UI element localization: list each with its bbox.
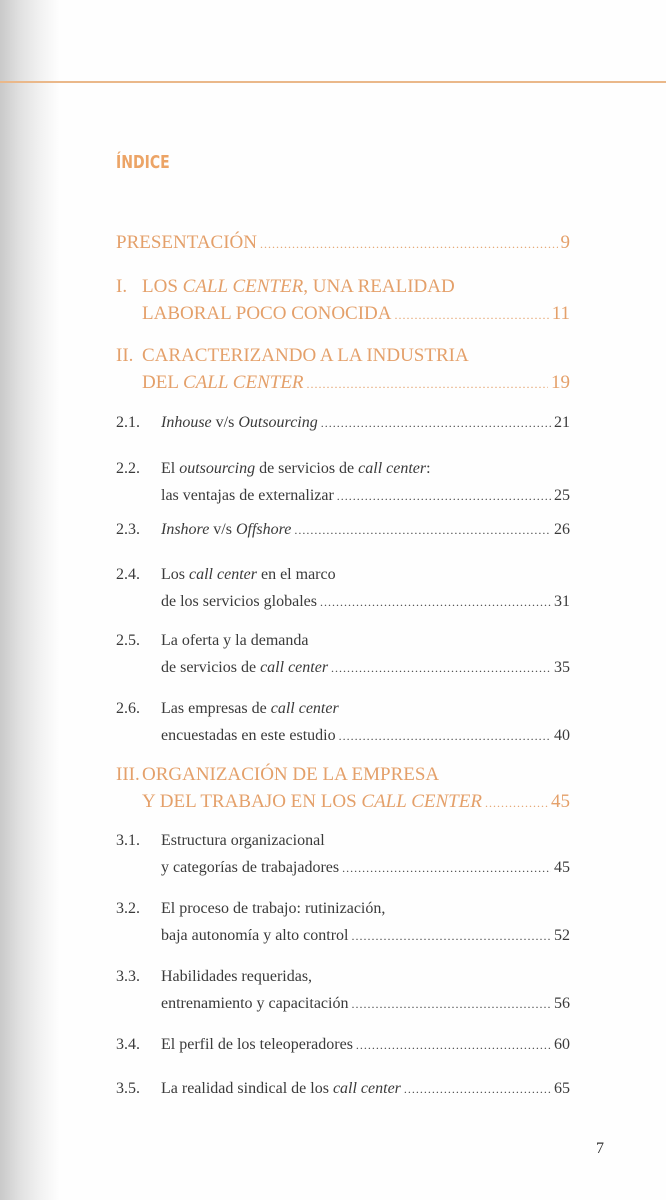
toc-entry-page: 31 [554, 593, 570, 610]
toc-entry-page: 45 [554, 859, 570, 876]
dot-leader [331, 661, 551, 676]
dot-leader [351, 997, 551, 1012]
toc-entry-number: 3.4. [116, 1036, 140, 1053]
book-spine-shadow [0, 0, 60, 1200]
toc-entry-line [116, 968, 570, 995]
toc-entry[interactable] [116, 1080, 570, 1107]
toc-entry[interactable] [116, 276, 570, 330]
toc-entry-title: El outsourcing de servicios de call center: [161, 460, 431, 477]
dot-leader [356, 1038, 551, 1053]
toc-entry-title: El proceso de trabajo: rutinización, [161, 900, 386, 917]
dot-leader [294, 523, 551, 538]
toc-entry-page: 60 [554, 1036, 570, 1053]
toc-entry-page: 40 [554, 727, 570, 744]
toc-entry-line [116, 927, 570, 954]
toc-entry-line [116, 700, 570, 727]
toc-entry[interactable] [116, 900, 570, 954]
toc-entry-page: 26 [554, 521, 570, 538]
toc-entry[interactable] [116, 345, 570, 399]
page-title: ÍNDICE [116, 152, 170, 173]
toc-entry-title: Los call center en el marco [161, 566, 336, 583]
toc-entry-line [116, 1080, 570, 1107]
toc-entry-number: 3.5. [116, 1080, 140, 1097]
toc-entry-line [116, 303, 570, 330]
toc-entry-line [116, 900, 570, 927]
toc-entry-line [116, 764, 570, 791]
toc-entry-title: LABORAL POCO CONOCIDA [142, 303, 392, 324]
toc-entry-line [116, 791, 570, 818]
toc-entry[interactable] [116, 764, 570, 818]
toc-entry-line [116, 727, 570, 754]
dot-leader [394, 308, 548, 323]
toc-entry-number: 2.2. [116, 460, 140, 477]
dot-leader [307, 377, 548, 392]
toc-entry-title: las ventajas de externalizar [161, 487, 334, 504]
toc-entry-page: 35 [554, 659, 570, 676]
toc-entry-line [116, 995, 570, 1022]
toc-entry-page: 21 [554, 414, 570, 431]
toc-entry-line [116, 632, 570, 659]
toc-entry-page: 25 [554, 487, 570, 504]
toc-entry-title: Las empresas de call center [161, 700, 339, 717]
toc-entry-number: II. [116, 345, 134, 366]
toc-entry-line [116, 1036, 570, 1063]
toc-entry-page: 45 [551, 791, 570, 812]
dot-leader [342, 861, 551, 876]
toc-entry-page: 65 [554, 1080, 570, 1097]
toc-entry[interactable] [116, 1036, 570, 1063]
toc-entry-title: La oferta y la demanda [161, 632, 309, 649]
page-number: 7 [596, 1140, 604, 1157]
toc-entry-number: 2.3. [116, 521, 140, 538]
toc-entry-number: 3.2. [116, 900, 140, 917]
toc-entry-line [116, 593, 570, 620]
toc-entry-line [116, 859, 570, 886]
toc-entry-title: LOS CALL CENTER, UNA REALIDAD [142, 276, 455, 297]
toc-entry-number: 2.6. [116, 700, 140, 717]
toc-entry-line [116, 832, 570, 859]
toc-entry-line [116, 460, 570, 487]
toc-entry-line [116, 414, 570, 441]
dot-leader [260, 237, 558, 252]
dot-leader [485, 796, 548, 811]
toc-entry-title: encuestadas en este estudio [161, 727, 336, 744]
toc-entry-line [116, 276, 570, 303]
toc-entry[interactable] [116, 460, 570, 514]
toc-entry-title: Habilidades requeridas, [161, 968, 313, 985]
toc-entry-title: y categorías de trabajadores [161, 859, 340, 876]
toc-entry[interactable] [116, 632, 570, 686]
toc-entry-number: I. [116, 276, 128, 297]
toc-entry-number: 3.1. [116, 832, 140, 849]
toc-entry[interactable] [116, 232, 570, 259]
toc-entry-line [116, 232, 570, 259]
toc-entry[interactable] [116, 832, 570, 886]
toc-entry[interactable] [116, 566, 570, 620]
toc-entry-page: 9 [560, 232, 570, 253]
toc-entry-title: de los servicios globales [161, 593, 317, 610]
toc-entry-number: 2.1. [116, 414, 140, 431]
dot-leader [339, 729, 551, 744]
toc-entry-title: CARACTERIZANDO A LA INDUSTRIA [142, 345, 469, 366]
toc-entry-line [116, 372, 570, 399]
toc-entry-title: PRESENTACIÓN [116, 232, 257, 253]
toc-entry-title: Estructura organizacional [161, 832, 325, 849]
toc-entry-title: La realidad sindical de los call center [161, 1080, 401, 1097]
toc-entry-page: 19 [551, 372, 570, 393]
dot-leader [337, 489, 551, 504]
toc-entry-page: 52 [554, 927, 570, 944]
toc-entry[interactable] [116, 414, 570, 441]
toc-entry-page: 56 [554, 995, 570, 1012]
toc-entry-line [116, 345, 570, 372]
toc-entry-title: Inshore v/s Offshore [161, 521, 292, 538]
dot-leader [404, 1082, 551, 1097]
toc-entry-title: entrenamiento y capacitación [161, 995, 349, 1012]
toc-entry-title: El perfil de los teleoperadores [161, 1036, 353, 1053]
toc-entry-number: 2.4. [116, 566, 140, 583]
toc-entry[interactable] [116, 700, 570, 754]
dot-leader [320, 595, 551, 610]
toc-entry-line [116, 659, 570, 686]
toc-entry-line [116, 566, 570, 593]
toc-entry[interactable] [116, 968, 570, 1022]
toc-entry-title: de servicios de call center [161, 659, 329, 676]
header-rule [0, 81, 666, 83]
dot-leader [321, 416, 551, 431]
toc-entry[interactable] [116, 521, 570, 548]
toc-entry-title: Inhouse v/s Outsourcing [161, 414, 318, 431]
toc-entry-page: 11 [551, 303, 570, 324]
dot-leader [352, 929, 552, 944]
toc-entry-title: Y DEL TRABAJO EN LOS CALL CENTER [142, 791, 482, 812]
toc-entry-number: III. [116, 764, 140, 785]
toc-entry-title: baja autonomía y alto control [161, 927, 349, 944]
toc-entry-title: DEL CALL CENTER [142, 372, 304, 393]
toc-entry-number: 2.5. [116, 632, 140, 649]
toc-entry-line [116, 487, 570, 514]
toc-entry-number: 3.3. [116, 968, 140, 985]
toc-entry-title: ORGANIZACIÓN DE LA EMPRESA [142, 764, 440, 785]
toc-entry-line [116, 521, 570, 548]
